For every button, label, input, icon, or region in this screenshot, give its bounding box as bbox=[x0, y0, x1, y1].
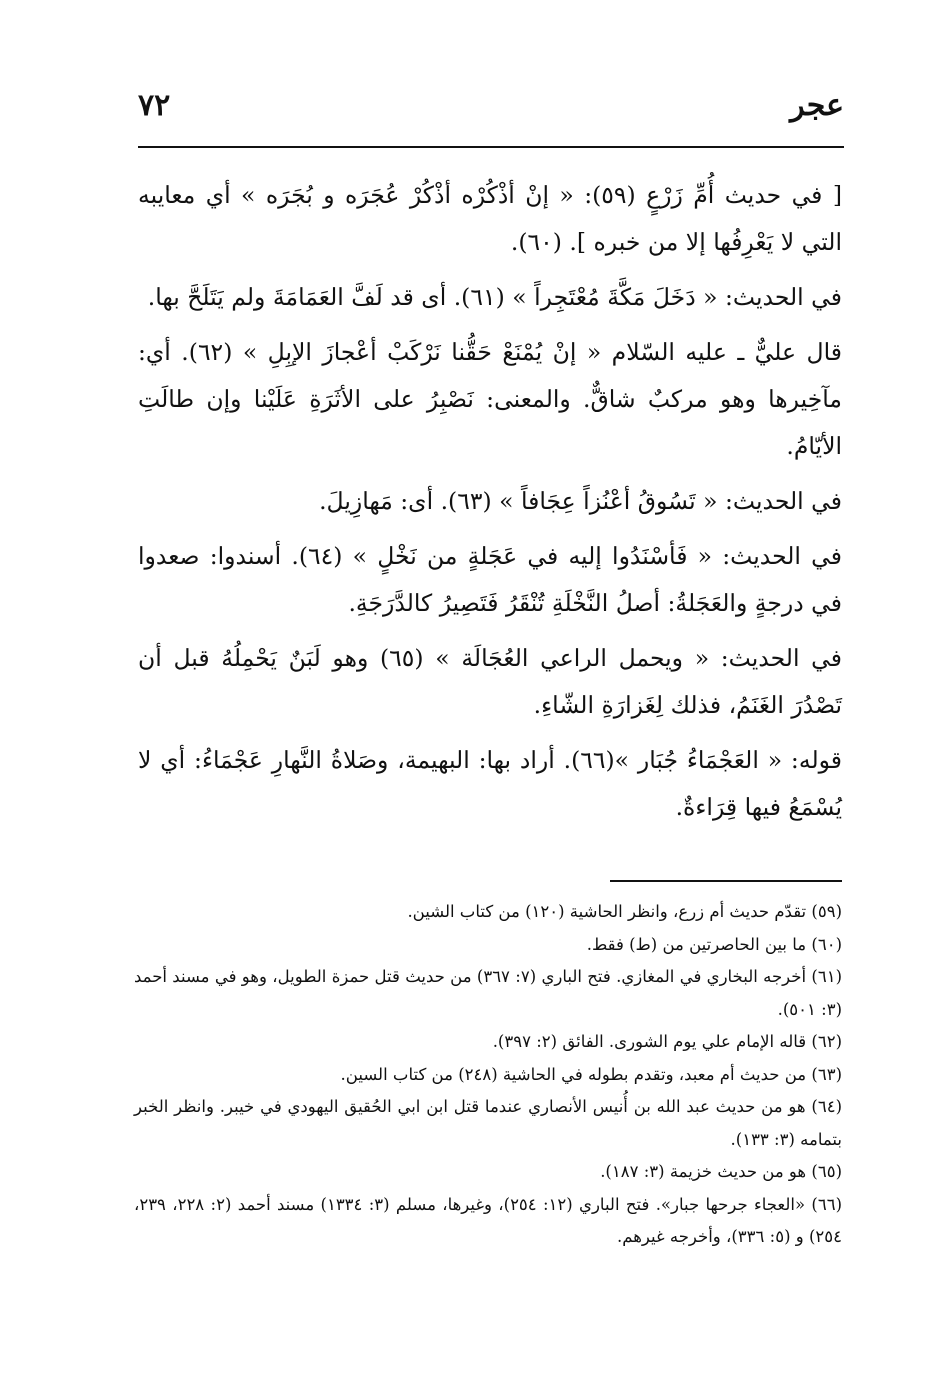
paragraph: قال عليٌّ ـ عليه السّلام « إنْ يُمْنَعْ حَقُّنا نَرْكَبْ أعْجازَ الإبِلِ » (٦٢). أي: مآخِيرها وهو مركبٌ شاقٌّ. والمعنى: نَصْبِرُ على الأثَرَةِ عَلَيْنا وإن طالَتِ الأيّامُ. bbox=[138, 338, 842, 460]
footnote: (٦١) أخرجه البخاري في المغازي. فتح الباري (٧: ٣٦٧) من حديث قتل حمزة الطويل، وهو في مسند أحمد (٣: ٥٠١). bbox=[134, 967, 842, 1019]
paragraph: [ في حديث أُمِّ زَرْعٍ (٥٩): « إنْ أذْكُرْه أذْكُرْ عُجَرَه و بُجَرَه » أي معايبه التي لا يَعْرِفُها إلا من خبره ]. (٦٠). bbox=[138, 181, 842, 256]
page-number: ٧٢ bbox=[138, 88, 171, 123]
footnote: (٦٦) «العجاء جرحها جبار». فتح الباري (١٢: ٢٥٤)، وغيرها، مسلم (٣: ١٣٣٤) مسند أحمد (٢: ٢٢٨، ٢٣٩، ٢٥٤) و (٥: ٣٣٦)، وأخرجه غيرهم. bbox=[134, 1194, 843, 1246]
footnote: (٦٥) هو من حديث خزيمة (٣: ١٨٧). bbox=[600, 1162, 842, 1181]
footnote: (٦٢) قاله الإمام علي يوم الشورى. الفائق (٢: ٣٩٧). bbox=[492, 1032, 842, 1051]
paragraph: في الحديث: « فَأسْنَدُوا إليه في عَجَلةٍ من نَخْلٍ » (٦٤). أسندوا: صعدوا في درجةٍ والعَجَلةُ: أصلُ النَّخْلَةِ تُنْقَرُ فَتَصِيرُ كالدَّرَجَةِ. bbox=[138, 542, 842, 617]
footnote: (٦٤) هو من حديث عبد الله بن أُنيس الأنصاري عندما قتل ابن ابي الحُقيق اليهودي في خيبر. وانظر الخبر بتمامه (٣: ١٣٣). bbox=[134, 1097, 842, 1149]
footnote: (٥٩) تقدّم حديث أم زرع، وانظر الحاشية (١٢٠) من كتاب الشين. bbox=[407, 902, 842, 921]
paragraph: في الحديث: « دَخَلَ مَكَّةَ مُعْتَجِراً » (٦١). أى قد لَفَّ العَمَامَةَ ولم يَتَلَحَّ بها. bbox=[147, 283, 842, 311]
footnotes bbox=[134, 896, 842, 1254]
paragraph: في الحديث: « ويحمل الراعي العُجَالَة » (٦٥) وهو لَبَنٌ يَحْمِلُهُ قبل أن تَصْدُرَ الغَنَمُ، فذلك لِغَزارَةِ الشّاءِ. bbox=[138, 644, 842, 719]
header-rule bbox=[138, 146, 844, 148]
paragraph: في الحديث: « تَسُوقُ أعْنُزاً عِجَافاً » (٦٣). أى: مَهازِيلَ. bbox=[319, 487, 842, 515]
main-text bbox=[138, 172, 842, 839]
paragraph: قوله: « العَجْمَاءُ جُبَار »(٦٦). أراد بها: البهيمة، وصَلاةُ النَّهارِ عَجْمَاءُ: أي لا يُسْمَعُ فيها قِرَاءةٌ. bbox=[138, 746, 842, 821]
footnote: (٦٠) ما بين الحاصرتين من (ط) فقط. bbox=[586, 934, 842, 954]
page-header bbox=[138, 88, 844, 138]
footnote: (٦٣) من حديث أم معبد، وتقدم بطوله في الحاشية (٢٤٨) من كتاب السين. bbox=[340, 1064, 842, 1084]
footnote-rule bbox=[610, 880, 842, 882]
running-head: عجر bbox=[790, 88, 844, 123]
